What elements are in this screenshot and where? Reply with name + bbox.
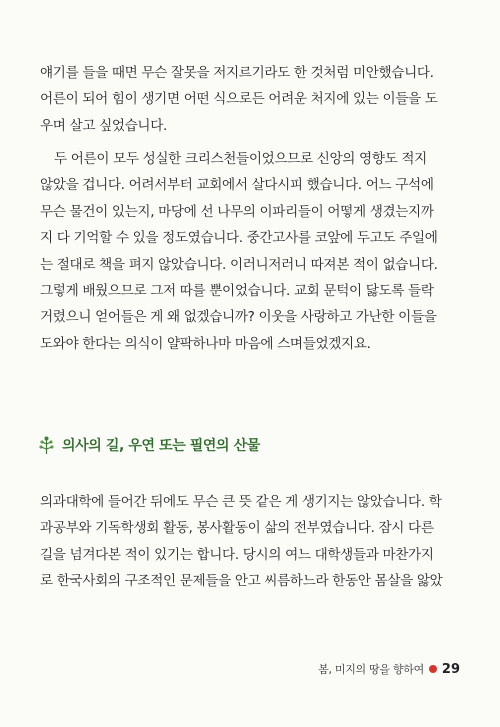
text-line: 길을 넘겨다본 적이 있기는 합니다. 당시의 여느 대학생들과 마찬가지 [40, 546, 434, 563]
text-line: 않았을 겁니다. 어려서부터 교회에서 살다시피 했습니다. 어느 구석에 [40, 177, 434, 194]
paragraph-1 [40, 60, 460, 139]
text-line: 어른이 되어 힘이 생기면 어떤 식으로든 어려운 처지에 있는 이들을 도 [40, 91, 438, 108]
section-heading-text: 의사의 길, 우연 또는 필연의 산물 [62, 438, 260, 454]
text-line: 지 다 기억할 수 있을 정도였습니다. 중간고사를 코앞에 두고도 주일에 [40, 230, 438, 247]
text-line: 그렇게 배웠으므로 그저 따를 뿐이었습니다. 교회 문턱이 닳도록 들락 [40, 282, 434, 299]
text-line: 의과대학에 들어간 뒤에도 무슨 큰 뜻 같은 게 생기지는 않았습니다. 학 [40, 494, 442, 510]
paragraph-2 [40, 146, 460, 357]
page-number: 29 [441, 661, 460, 677]
footer-dot-icon [429, 665, 437, 673]
sprout-icon [38, 435, 55, 455]
running-title: 봄, 미지의 땅을 향하여 [318, 663, 424, 676]
section-heading [38, 432, 260, 458]
text-line: 무슨 물건이 있는지, 마당에 선 나무의 이파리들이 어떻게 생겼는지까 [40, 203, 434, 220]
text-line: 는 절대로 책을 펴지 않았습니다. 이러니저러니 따져본 적이 없습니다. [40, 256, 438, 273]
text-line: 로 한국사회의 구조적인 문제들을 안고 씨름하느라 한동안 몸살을 앓았 [40, 573, 443, 590]
text-line: 얘기를 들을 때면 무슨 잘못을 저지르기라도 한 것처럼 미안했습니다. [40, 65, 434, 81]
text-line: 우며 살고 싶었습니다. [40, 117, 167, 134]
paragraph-3 [40, 489, 460, 595]
text-line: 두 어른이 모두 성실한 크리스천들이었으므로 신앙의 영향도 적지 [54, 151, 427, 167]
text-line: 도와야 한다는 의식이 얄팍하나마 마음에 스며들었겠지요. [40, 335, 371, 352]
page-footer [318, 661, 460, 677]
text-line: 거렸으니 얻어들은 게 왜 없겠습니까? 이웃을 사랑하고 가난한 이들을 [40, 309, 437, 326]
text-line: 과공부와 기독학생회 활동, 봉사활동이 삶의 전부였습니다. 잠시 다른 [40, 520, 434, 537]
